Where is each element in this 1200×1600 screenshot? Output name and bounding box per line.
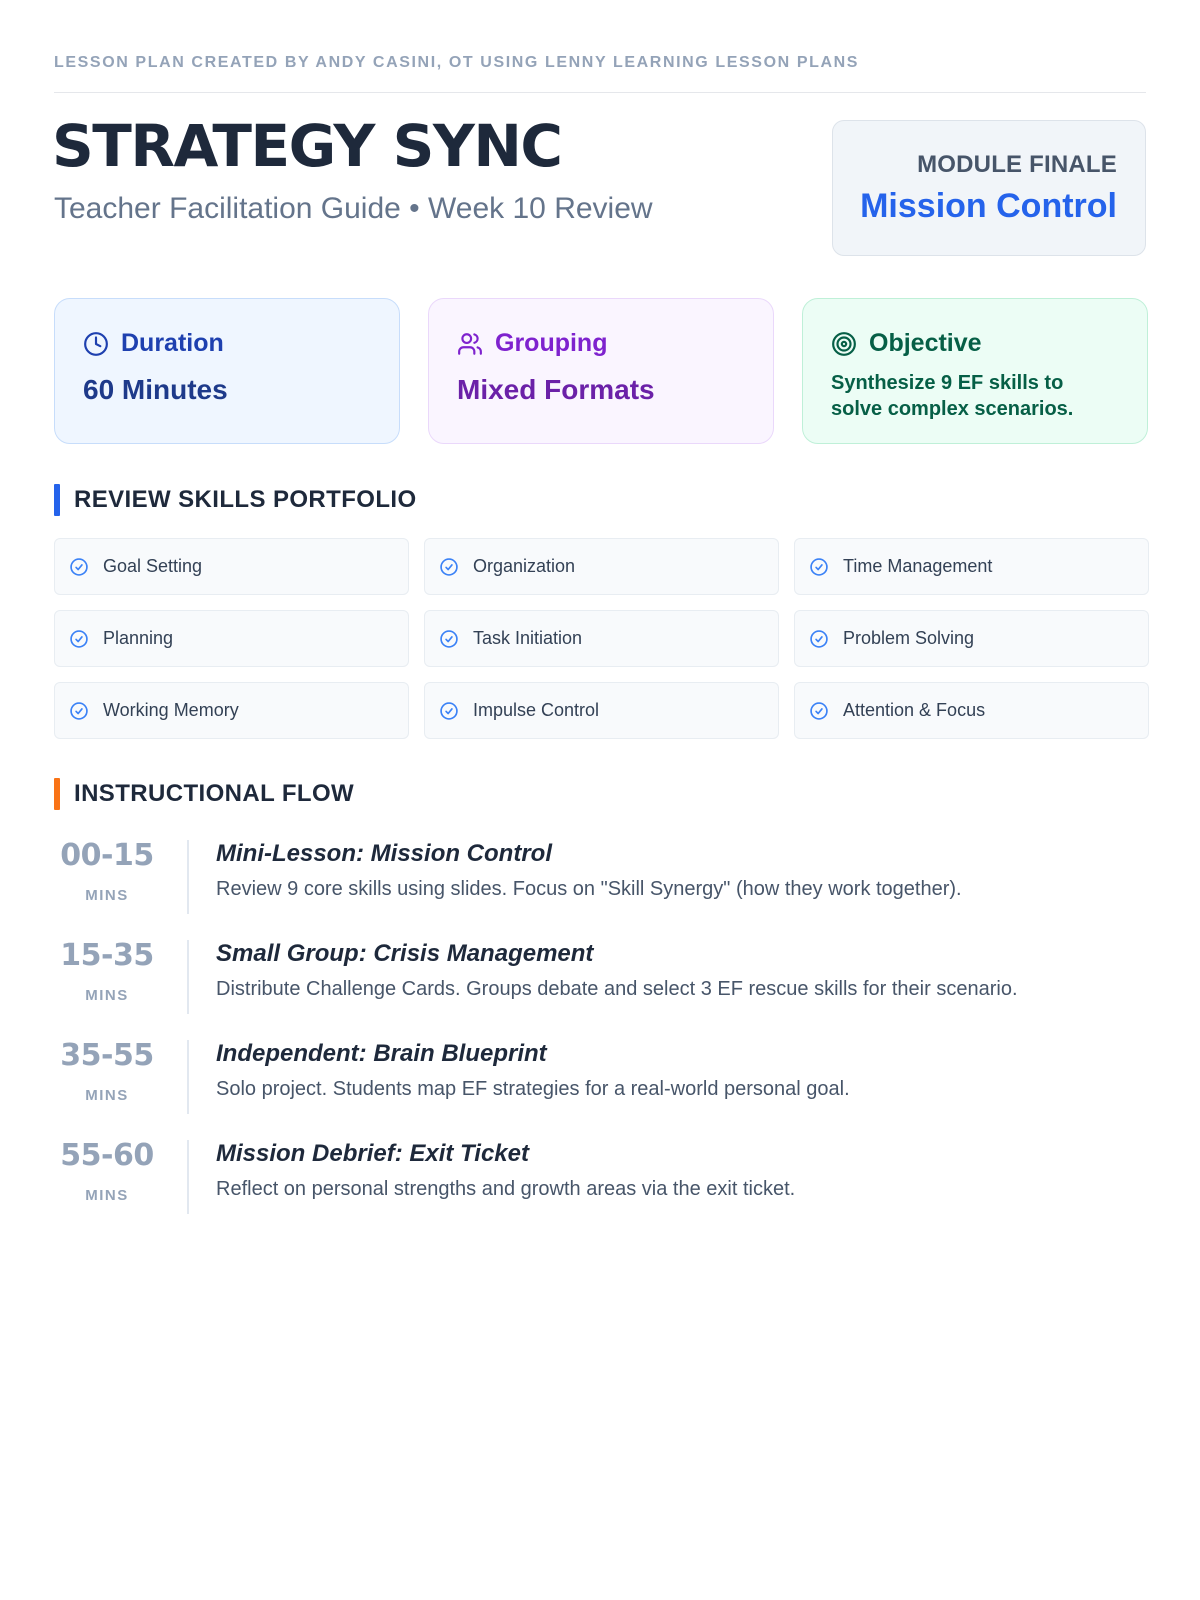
header-divider [54,92,1146,93]
check-circle-icon [69,701,89,721]
flow-step [54,1134,1150,1234]
time-unit: MINS [85,887,129,904]
timeline-divider [187,940,189,1014]
flow-step [54,934,1150,1034]
page-subtitle: Teacher Facilitation Guide • Week 10 Review [54,192,653,225]
time-block [54,1138,160,1204]
skill-label: Organization [473,556,576,576]
flow-heading-text: INSTRUCTIONAL FLOW [74,780,355,807]
flow-section-heading [54,778,354,810]
step-description: Solo project. Students map EF strategies for a real-world personal goal. [216,1078,850,1100]
target-icon [831,331,857,357]
clock-icon [83,331,109,357]
grouping-label: Grouping [495,329,608,357]
step-title: Mission Debrief: Exit Ticket [216,1140,529,1167]
duration-label: Duration [121,329,224,357]
time-block [54,938,160,1004]
step-title: Small Group: Crisis Management [216,940,594,967]
check-circle-icon [809,557,829,577]
skill-chip [794,538,1149,595]
timeline-divider [187,1040,189,1114]
time-block [54,1038,160,1104]
check-circle-icon [439,629,459,649]
check-circle-icon [439,557,459,577]
skills-heading-text: REVIEW SKILLS PORTFOLIO [74,486,417,513]
check-circle-icon [809,701,829,721]
skill-label: Planning [103,628,174,648]
grouping-value: Mixed Formats [457,374,655,405]
check-circle-icon [69,629,89,649]
section-accent-bar [54,484,60,516]
objective-label: Objective [869,329,982,357]
time-unit: MINS [85,1087,129,1104]
timeline-divider [187,840,189,914]
step-body [216,1040,1150,1101]
skills-grid [54,538,1150,739]
step-description: Reflect on personal strengths and growth areas via the exit ticket. [216,1178,796,1200]
users-icon [457,331,483,357]
check-circle-icon [69,557,89,577]
skill-chip [54,538,409,595]
page-title: STRATEGY SYNC [52,112,562,180]
time-range: 35-55 [60,1038,154,1073]
skill-chip [794,682,1149,739]
check-circle-icon [439,701,459,721]
timeline-divider [187,1140,189,1214]
skill-chip [54,610,409,667]
skill-chip [54,682,409,739]
skill-chip [424,682,779,739]
step-body [216,1140,1150,1201]
module-name: Mission Control [860,187,1117,225]
time-range: 55-60 [60,1138,154,1173]
credit-line: LESSON PLAN CREATED BY ANDY CASINI, OT USING LENNY LEARNING LESSON PLANS [54,54,860,71]
step-body [216,940,1150,1001]
step-description: Review 9 core skills using slides. Focus on "Skill Synergy" (how they work together). [216,878,962,900]
check-circle-icon [809,629,829,649]
skill-label: Problem Solving [843,628,975,648]
objective-text: Synthesize 9 EF skills to solve complex scenarios. [831,372,1074,420]
step-description: Distribute Challenge Cards. Groups debate and select 3 EF rescue skills for their scenario. [216,978,1018,1000]
time-range: 00-15 [60,838,154,873]
skill-chip [424,538,779,595]
skill-label: Time Management [843,556,993,576]
module-card [832,120,1146,256]
grouping-card [428,298,774,444]
duration-value: 60 Minutes [83,374,228,405]
skill-label: Goal Setting [103,556,203,576]
skill-label: Attention & Focus [843,700,986,720]
duration-card [54,298,400,444]
step-title: Independent: Brain Blueprint [216,1040,547,1067]
skill-chip [424,610,779,667]
step-title: Mini-Lesson: Mission Control [216,840,552,867]
module-kicker: MODULE FINALE [917,151,1117,178]
time-unit: MINS [85,1187,129,1204]
section-accent-bar [54,778,60,810]
flow-step [54,1034,1150,1134]
skill-chip [794,610,1149,667]
time-unit: MINS [85,987,129,1004]
time-block [54,838,160,904]
skill-label: Impulse Control [473,700,600,720]
skill-label: Task Initiation [473,628,583,648]
instructional-flow [54,834,1150,1234]
time-range: 15-35 [60,938,154,973]
step-body [216,840,1150,901]
objective-card [802,298,1148,444]
skill-label: Working Memory [103,700,239,720]
skills-section-heading [54,484,417,516]
flow-step [54,834,1150,934]
